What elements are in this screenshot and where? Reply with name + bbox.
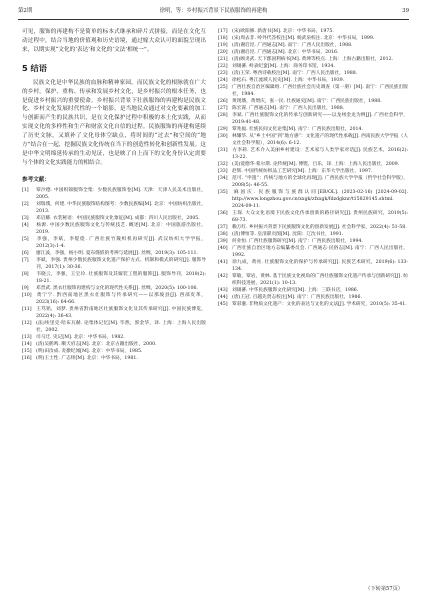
reference-number: [35] — [218, 190, 228, 195]
reference-text: (清)谢启昆. 广西通志[M]. 南宁：广西人民出版社，1988. — [232, 43, 353, 48]
reference-number: [21] — [218, 57, 228, 62]
reference-item — [218, 168, 408, 175]
intro-paragraph: 可见，服饰的再建构不是简单的标本式继承和碎片式拼接，而是在文化互动过程中，结合当地的价值观和历史语境，通过嫁大众认可的面貌呈现出来，以期实现“文化的‘表达’和文化的‘文法’相统一”。 — [22, 29, 206, 53]
reference-item — [218, 294, 408, 301]
section-title: 5 结语 — [22, 62, 47, 73]
page-number: 39 — [402, 8, 409, 14]
continuation-note: （下转第57页） — [365, 586, 403, 592]
reference-number: [39] — [218, 239, 228, 244]
reference-number: [23] — [218, 71, 228, 76]
reference-number: [10] — [22, 292, 32, 298]
reference-item — [22, 250, 206, 257]
reference-item — [218, 42, 408, 49]
reference-item — [218, 49, 408, 56]
reference-item — [218, 273, 408, 287]
reference-list-left — [22, 187, 206, 362]
conclusion-paragraph: 民族文化是中华民族的血脉和精神家园，而民族文化的根脉就在广大的乡村。保护、重构、传承和发展乡村文化，是乡村振兴的根本任务，也是促进乡村振兴的重要使命。乡村振兴背景下壮族服饰的再建构是民族文化、乡村文化发展时代性的一个缩影，是当地民众通过对文化要素的加工与创新而产生的民族共识，是在文化保护过程中积极的本土化实践，从而实现文化的多样性和生产和财富文化自信的过程。民族服饰的再建构延续了历史文脉，又填补了文化母体空缺点，将时间的“过去”和空间的“地方”结合在一起，挖掘民族文化传统在当下的创造性转化和创新性发展。这是中华文明绵延传承的生动见证，也是映了自上而下的文化身份认定需要与个体的文化实践能力的相结合。 — [22, 79, 206, 166]
reference-number: [45] — [218, 302, 228, 307]
reference-text: 韦晓云，李强，王宝玲. 壮族服饰及其嫁装工程的服饰[J]. 服饰导刊，2018(2): 18-21. — [36, 271, 206, 284]
reference-item — [218, 287, 408, 294]
reference-item — [22, 348, 206, 355]
reference-item — [218, 56, 408, 63]
reference-item — [218, 63, 408, 70]
reference-text: 麻国庆. 民族服饰与族群认同[EB/OL]. (2023-02-16) [2024-09-02]. http://www.longzhou.gov.cn/xxgk/zfxxgk/fdzdgknr/t15829145.shtml. 2024-09-11. — [232, 190, 408, 209]
reference-item — [218, 35, 408, 42]
reference-item — [218, 147, 408, 161]
reference-number: [20] — [218, 50, 228, 55]
reference-number: [7] — [22, 257, 29, 263]
reference-item — [218, 175, 408, 189]
reference-number: [42] — [218, 274, 228, 279]
reference-text: 徐松石. 粤江流域人民史[M]. 上海：中华书局，1939. — [232, 78, 345, 83]
reference-text: 黄现璠，黄增庆，张一民. 壮族通史[M]. 南宁：广西民族出版社，1988. — [232, 99, 382, 104]
reference-item — [22, 257, 206, 271]
reference-item — [218, 161, 408, 168]
reference-number: [24] — [218, 78, 228, 83]
reference-number: [3] — [22, 215, 29, 221]
reference-text: (宋)周去非. 岭外代答校注[M]. 杨武泉校注. 北京：中华书局，1999. — [232, 36, 375, 41]
reference-number: [29] — [218, 127, 228, 132]
reference-item — [22, 341, 206, 348]
reference-item — [218, 105, 408, 112]
reference-item — [218, 126, 408, 133]
reference-text: 王琛. 大众文化语境下民族文化传承创新的路径研究[J]. 贵州民族研究，2019(5): 68-73. — [232, 211, 408, 223]
reference-number: [11] — [22, 306, 32, 312]
reference-number: [25] — [218, 85, 228, 90]
left-column — [22, 28, 206, 362]
issue-label: 第2期 — [18, 8, 33, 14]
reference-text: 覃彩銮. 非物质文化遗产：文化的表达与文化的文法[J]. 学术研究，2010(5): 35-41. — [232, 302, 407, 307]
reference-number: [27] — [218, 106, 228, 111]
reference-text: (清)傅恒等. 皇清职贡图[M]. 沈阳：辽沈书社，1991. — [232, 232, 344, 237]
reference-item — [22, 306, 206, 320]
reference-number: [36] — [218, 211, 228, 216]
reference-number: [38] — [218, 232, 228, 237]
reference-item — [22, 236, 206, 250]
reference-text: 覃沙德. 中国织锦服饰全集：少数民族服饰卷[M]. 天津：天津人民美术出版社，2005. — [36, 187, 206, 200]
reference-text: 廖江波，李强，杨小明. 夏布缝嵌的考辨与延展[J]. 丝绸，2019(3): 105-111. — [36, 250, 198, 256]
reference-number: [41] — [218, 260, 228, 265]
reference-text: 黄宁宁. 黔西南地区黑衣壮服饰与传承研究——以那坡县[J]. 西部皮革，2023(16): 64-66. — [36, 292, 206, 305]
reference-text: 刘瑞璞，何建. 中华民族服饰结构图考：少数民族编[M]. 北京：中国纺织出版社，2013. — [36, 201, 206, 214]
reference-number: [15] — [22, 348, 32, 354]
reference-item — [218, 259, 408, 273]
reference-item — [22, 292, 206, 306]
reference-number: [26] — [218, 99, 228, 104]
reference-number: [32] — [218, 162, 228, 167]
reference-text: 方李莉. 艺术介入美丽乡村建设：艺术家与人类学家对话[J]. 民族艺术，2016(2): 13-22. — [232, 148, 408, 160]
reference-item — [218, 84, 408, 98]
reference-text: 范可. “申遗”：传统与地方的全球化再现[J]. 广西民族大学学报（哲学社会科学版），2008(5): 46-55. — [232, 176, 408, 188]
reference-text: (清)顾炎武. 天下郡国利病书[M]. 黄珅等校点. 上海：上海古籍出版社，2012. — [232, 57, 394, 62]
reference-text: (宋)欧阳修. 新唐书[M]. 北京：中华书局，1975. — [232, 29, 334, 34]
reference-list-right — [218, 28, 408, 308]
running-header — [18, 4, 409, 18]
reference-number: [16] — [22, 355, 32, 361]
reference-item — [218, 238, 408, 245]
reference-number: [40] — [218, 246, 228, 251]
reference-item — [218, 28, 408, 35]
reference-text: (清)谢启昆. 广西通志[M]. 北京：中华书局，2016. — [232, 50, 339, 55]
reference-number: [17] — [218, 29, 228, 34]
reference-text: 赵辉. 中国传统纺织品工艺研究[M]. 上海：东华大学出版社，1997. — [232, 169, 373, 174]
reference-item — [218, 245, 408, 259]
reference-number: [1] — [22, 187, 29, 193]
reference-item — [218, 301, 408, 308]
reference-text: 陈宏谋. 广西通志[M]. 南宁：广西人民出版社，1988. — [232, 106, 345, 111]
header-divider — [18, 19, 409, 20]
reference-text: 司马迁. 史记[M]. 北京：中华书局，1982. — [36, 334, 125, 340]
reference-text: 林耀华. 从“乡土中国”到“地方感”：文化遗产的现代性承载[J]. 西南民族大学学报（人文社会科学版），2014(6): 6-12. — [232, 134, 408, 146]
reference-text: (明)田汝成. 炎徼纪闻[M]. 北京：中华书局，1985. — [36, 348, 143, 354]
reference-item — [22, 201, 206, 215]
reference-item — [218, 210, 408, 224]
reference-number: [14] — [22, 341, 32, 347]
reference-number: [12] — [22, 320, 32, 326]
right-column — [218, 28, 408, 308]
reference-item — [218, 133, 408, 147]
reference-item — [218, 70, 408, 77]
reference-number: [33] — [218, 169, 228, 174]
reference-number: [34] — [218, 176, 228, 181]
reference-number: [5] — [22, 236, 29, 242]
reference-text: 广西壮族自治区地方志编纂委员会. 广西通志·民俗志[M]. 南宁：广西人民出版社，1992. — [232, 246, 408, 258]
reference-text: 李斌. 广西壮族服饰文化的传承与创新研究——以龙州金龙为例[J]. 广西社会科学，2019:41-48. — [232, 113, 408, 125]
reference-number: [43] — [218, 288, 228, 293]
reference-number: [6] — [22, 250, 29, 256]
reference-text: 邓晋武. 黑衣壮服饰再建构与文化的现代性关系[J]. 丝绸，2020(5): 100-106. — [36, 285, 198, 291]
reference-item — [218, 189, 408, 210]
reference-item — [218, 77, 408, 84]
reference-number: [4] — [22, 222, 29, 228]
reference-item — [22, 187, 206, 201]
reference-text: 王笃铭，刘梦. 贵州省黔南地区壮族服饰文化及其传承研究[J]. 中国民族博览，2022(4): 36-43. — [36, 306, 206, 319]
reference-text: 覃敏，覃岩，黄林. 基于民族文化视角的广西壮族服饰文化遗产传承与创新研究[J]. 纺织科技进展，2021(1): 10-13. — [232, 274, 408, 286]
reference-text: (唐)王冠. 百越先贤志校注[M]. 南宁：广西民族出版社，1986. — [232, 295, 362, 300]
running-title: 徐明，等：乡村振兴背景下民族服饰的再建构 — [159, 8, 268, 14]
reference-number: [2] — [22, 201, 29, 207]
reference-number: [19] — [218, 43, 228, 48]
reference-text: 李斌，李强. 贵州少数民族服饰文化遗产保护方式、机制和模式的研究[J]. 服饰导刊，2017(1): 30-36. — [36, 257, 206, 270]
reference-text: 何业恒. 广西壮族服饰研究[M]. 南宁：广西民族出版社，1994. — [232, 239, 363, 244]
reference-text: (明)王士性. 广志绎[M]. 北京：中华书局，1981. — [36, 355, 138, 361]
reference-number: [22] — [218, 64, 228, 69]
reference-text: (美)爱德华·希尔斯. 论传统[M]. 傅铿，吕乐，译. 上海：上海人民出版社，2009. — [232, 162, 400, 167]
reference-text: 李强，李斌，李缇缇. 广西壮族竹篾织机再研究[J]. 武汉纺织大学学报，2012(3):1-4. — [36, 236, 206, 249]
reference-number: [28] — [218, 113, 228, 118]
reference-text: 广西壮族自治区编辑组. 广西壮族社会历史调查（第一册）[M]. 南宁：广西民族出版社，1984. — [232, 85, 408, 97]
reference-number: [18] — [218, 36, 228, 41]
reference-text: 徐九成，黄亮. 壮族服饰文化的保护与传承研究[J]. 民族艺术研究，2019(6): 133-134. — [232, 260, 408, 272]
reference-number: [31] — [218, 148, 228, 153]
reference-item — [218, 231, 408, 238]
reference-number: [30] — [218, 134, 228, 139]
reference-item — [22, 355, 206, 362]
reference-item — [22, 320, 206, 334]
reference-text: (清)王荣. 粤西诗载校注[M]. 南宁：广西人民出版社，1988. — [232, 71, 358, 76]
reference-number: [8] — [22, 271, 29, 277]
references-heading: 参考文献： — [22, 176, 50, 183]
reference-text: 邓启耀. 衣装秘语：中国民族服饰文化象征[M]. 成都：四川人民出版社，2005. — [36, 215, 200, 221]
reference-text: 覃兆福. 壮族民间文化论集[M]. 南宁：广西民族出版社，2014. — [232, 127, 363, 132]
reference-number: [44] — [218, 295, 228, 300]
reference-number: [37] — [218, 225, 228, 230]
reference-item — [22, 285, 206, 292]
reference-item — [218, 112, 408, 126]
reference-text: 刘锡蕃. 岭表纪蛮[M]. 上海：商务印书馆，1934. — [232, 64, 335, 69]
reference-item — [22, 271, 206, 285]
reference-text: 杨源. 中国少数民族服饰文化与传统技艺. 概述[M]. 北京：中国旅游出版社，2019. — [36, 222, 206, 235]
reference-text: 赖万红. 乡村振兴背景下民族服饰文化的创新发展[J]. 社会科学家，2022(4): 51-58. — [232, 225, 407, 230]
reference-item — [218, 224, 408, 231]
reference-item — [22, 215, 206, 222]
reference-text: 刘锡蕃. 中华民族服饰文化研究[M]. 上海：三联书店，1986. — [232, 288, 359, 293]
reference-item — [22, 222, 206, 236]
reference-item — [218, 98, 408, 105]
reference-number: [9] — [22, 285, 29, 291]
reference-text: (法)埃里克·哈布瓦赫. 论集体记忆[M]. 毕然，郭金华，译. 上海：上海人民出版社，2002. — [36, 320, 206, 333]
reference-text: (清)吴鹤鸣. 顺天府志[M]. 北京：北京古籍出版社，2000. — [36, 341, 157, 347]
reference-item — [22, 334, 206, 341]
reference-number: [13] — [22, 334, 32, 340]
